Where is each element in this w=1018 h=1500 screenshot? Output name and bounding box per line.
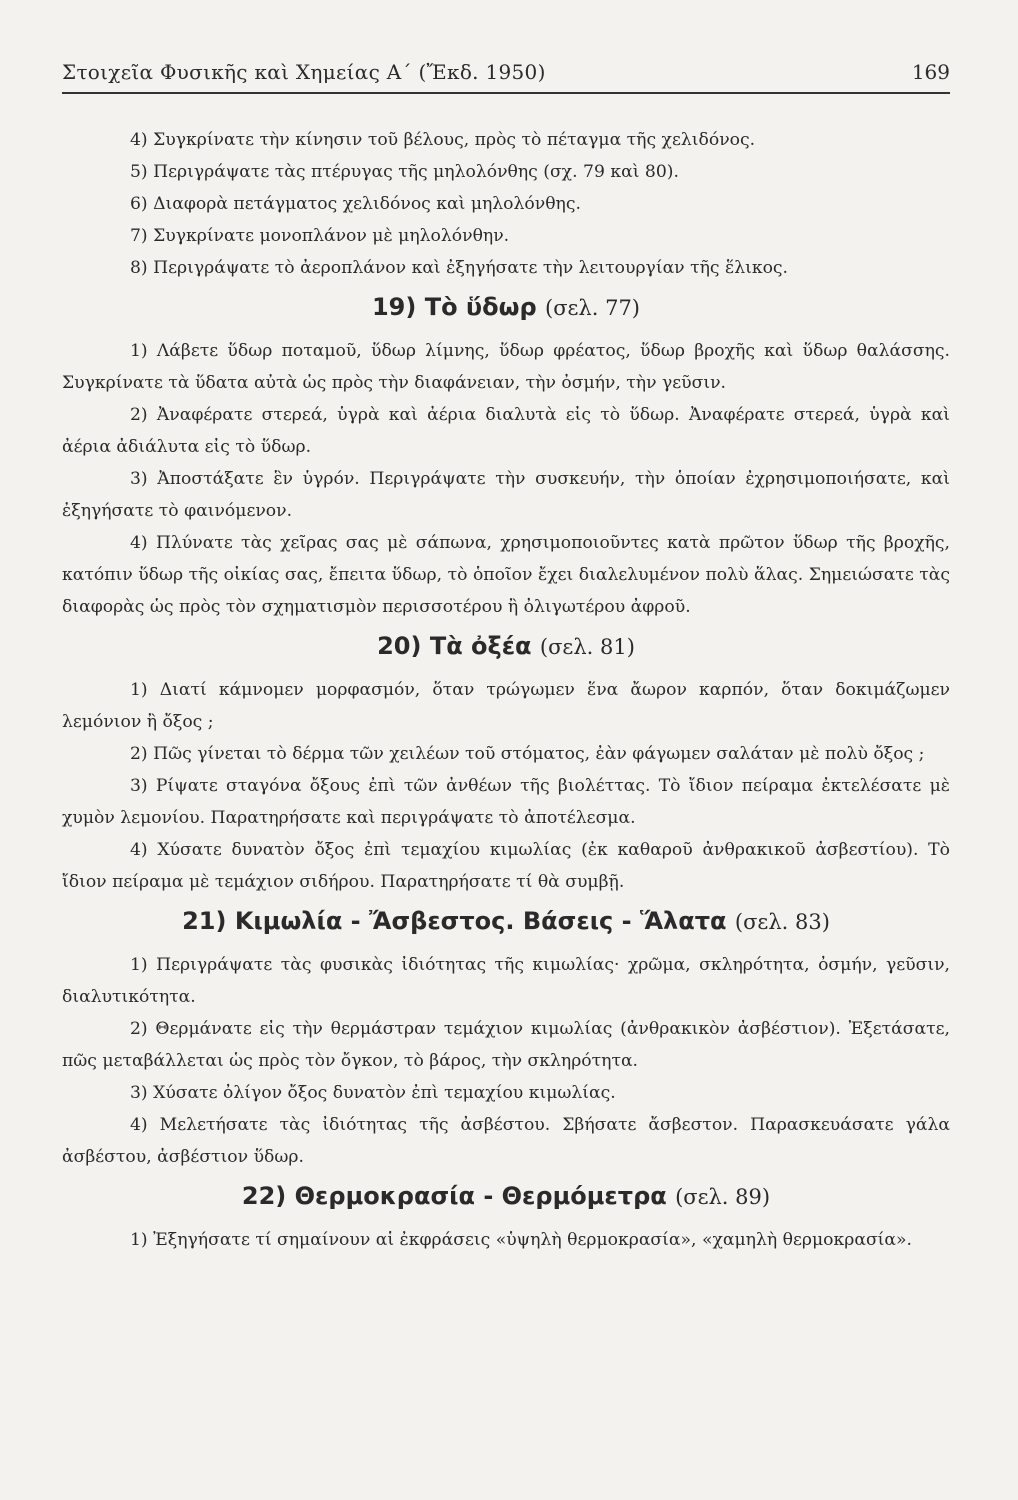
section-heading: 19) Τὸ ὕδωρ (371, 293, 537, 321)
section-water (62, 286, 950, 623)
list-item: 4) Πλύνατε τὰς χεῖρας σας μὲ σάπωνα, χρησιμοποιοῦντες κατὰ πρῶτον ὕδωρ τῆς βροχῆς, κατόπιν ὕδωρ τῆς οἰκίας σας, ἔπειτα ὕδωρ, τὸ ὁποῖον ἔχει διαλελυμένον πολὺ ἅλας. Σημειώσατε τὰς διαφορὰς ὡς πρὸς τὸν σχηματισμὸν περισσοτέρου ἢ ὀλιγωτέρου ἀφροῦ. (62, 533, 950, 617)
list-item: 4) Μελετήσατε τὰς ἰδιότητας τῆς ἀσβέστου. Σβήσατε ἄσβεστον. Παρασκευάσατε γάλα ἀσβέστου, ἀσβέστιον ὕδωρ. (62, 1115, 950, 1167)
list-item: 6) Διαφορὰ πετάγματος χελιδόνος καὶ μηλολόνθης. (130, 194, 581, 214)
list-item: 2) Πῶς γίνεται τὸ δέρμα τῶν χειλέων τοῦ στόματος, ἐὰν φάγωμεν σαλάταν μὲ πολὺ ὄξος ; (130, 744, 925, 764)
section-chalk-lime (62, 900, 950, 1173)
section-heading: 20) Τὰ ὀξέα (377, 632, 532, 660)
section-title (62, 900, 950, 943)
list-item: 7) Συγκρίνατε μονοπλάνον μὲ μηλολόνθην. (130, 226, 510, 246)
section-heading: 21) Κιμωλία - Ἄσβεστος. Βάσεις - Ἅλατα (182, 907, 727, 935)
section-temperature (62, 1175, 950, 1256)
list-item: 1) Λάβετε ὕδωρ ποταμοῦ, ὕδωρ λίμνης, ὕδωρ φρέατος, ὕδωρ βροχῆς καὶ ὕδωρ θαλάσσης. Συγκρίνατε τὰ ὕδατα αὐτὰ ὡς πρὸς τὴν διαφάνειαν, τὴν ὀσμήν, τὴν γεῦσιν. (62, 341, 950, 393)
section-page-ref: (σελ. 89) (675, 1185, 771, 1209)
list-item: 1) Περιγράψατε τὰς φυσικὰς ἰδιότητας τῆς κιμωλίας· χρῶμα, σκληρότητα, ὀσμήν, γεῦσιν, διαλυτικότητα. (62, 955, 950, 1007)
section-page-ref: (σελ. 83) (734, 910, 830, 934)
running-title: Στοιχεῖα Φυσικῆς καὶ Χημείας Α΄ (Ἔκδ. 1950) (62, 60, 546, 84)
list-item: 8) Περιγράψατε τὸ ἀεροπλάνον καὶ ἐξηγήσατε τὴν λειτουργίαν τῆς ἕλικος. (130, 258, 789, 278)
section-title (62, 1175, 950, 1218)
section-title (62, 286, 950, 329)
page-header (62, 56, 950, 94)
page-content (62, 124, 950, 1256)
section-acids (62, 625, 950, 898)
section-page-ref: (σελ. 77) (545, 296, 640, 320)
section-page-ref: (σελ. 81) (539, 635, 635, 659)
section-heading: 22) Θερμοκρασία - Θερμόμετρα (241, 1182, 667, 1210)
list-item: 3) Ἀποστάξατε ἓν ὑγρόν. Περιγράψατε τὴν συσκευήν, τὴν ὁποίαν ἐχρησιμοποιήσατε, καὶ ἐξηγήσατε τὸ φαινόμενον. (62, 469, 950, 521)
list-item: 4) Χύσατε δυνατὸν ὄξος ἐπὶ τεμαχίου κιμωλίας (ἐκ καθαροῦ ἀνθρακικοῦ ἀσβεστίου). Τὸ ἴδιον πείραμα μὲ τεμάχιον σιδήρου. Παρατηρήσατε τί θὰ συμβῇ. (62, 840, 950, 892)
page-number: 169 (911, 60, 950, 84)
section-title (62, 625, 950, 668)
list-item: 1) Διατί κάμνομεν μορφασμόν, ὅταν τρώγωμεν ἕνα ἄωρον καρπόν, ὅταν δοκιμάζωμεν λεμόνιον ἢ ὄξος ; (62, 680, 950, 732)
list-item: 2) Θερμάνατε εἰς τὴν θερμάστραν τεμάχιον κιμωλίας (ἀνθρακικὸν ἀσβέστιον). Ἐξετάσατε, πῶς μεταβάλλεται ὡς πρὸς τὸν ὄγκον, τὸ βάρος, τὴν σκληρότητα. (62, 1019, 950, 1071)
list-item: 2) Ἀναφέρατε στερεά, ὑγρὰ καὶ ἀέρια διαλυτὰ εἰς τὸ ὕδωρ. Ἀναφέρατε στερεά, ὑγρὰ καὶ ἀέρια ἀδιάλυτα εἰς τὸ ὕδωρ. (62, 405, 950, 457)
intro-list (62, 124, 950, 284)
list-item: 5) Περιγράψατε τὰς πτέρυγας τῆς μηλολόνθης (σχ. 79 καὶ 80). (130, 162, 679, 182)
list-item: 4) Συγκρίνατε τὴν κίνησιν τοῦ βέλους, πρὸς τὸ πέταγμα τῆς χελιδόνος. (130, 130, 756, 150)
list-item: 3) Χύσατε ὀλίγον ὄξος δυνατὸν ἐπὶ τεμαχίου κιμωλίας. (130, 1083, 616, 1103)
list-item: 3) Ρίψατε σταγόνα ὄξους ἐπὶ τῶν ἀνθέων τῆς βιολέττας. Τὸ ἴδιον πείραμα ἐκτελέσατε μὲ χυμὸν λεμονίου. Παρατηρήσατε καὶ περιγράψατε τὸ ἀποτέλεσμα. (62, 776, 950, 828)
list-item: 1) Ἐξηγήσατε τί σημαίνουν αἱ ἐκφράσεις «ὑψηλὴ θερμοκρασία», «χαμηλὴ θερμοκρασία». (130, 1230, 912, 1250)
